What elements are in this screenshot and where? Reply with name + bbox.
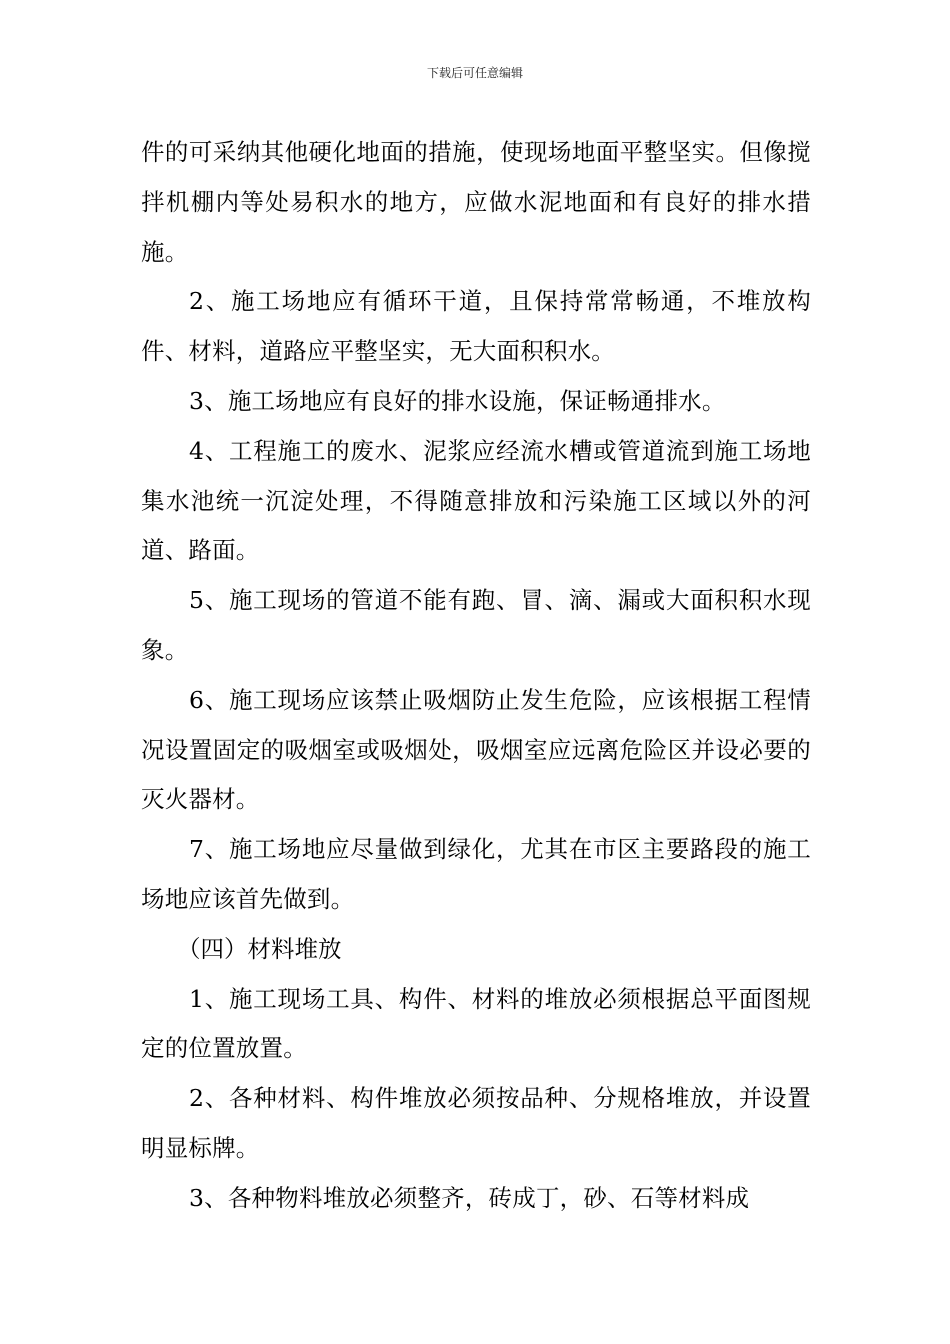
paragraph-item-3: 3、施工场地应有良好的排水设施，保证畅通排水。 [189, 386, 726, 415]
paragraph-item-6: 6、施工现场应该禁止吸烟防止发生危险，应该根据工程情况设置固定的吸烟室或吸烟处，吸烟室应远离危险区并设必要的灭火器材。 [141, 685, 811, 814]
paragraph-material-2: 2、各种材料、构件堆放必须按品种、分规格堆放，并设置明显标牌。 [141, 1084, 811, 1162]
paragraph-material-3: 3、各种物料堆放必须整齐，砖成丁，砂、石等材料成 [189, 1183, 750, 1212]
paragraph-material-1: 1、施工现场工具、构件、材料的堆放必须根据总平面图规定的位置放置。 [141, 984, 811, 1063]
section-heading: （四）材料堆放 [177, 934, 342, 963]
paragraph-item-5: 5、施工现场的管道不能有跑、冒、滴、漏或大面积积水现象。 [141, 586, 811, 664]
paragraph-item-7: 7、施工场地应尽量做到绿化，尤其在市区主要路段的施工场地应该首先做到。 [141, 835, 811, 913]
paragraph-item-2: 2、施工场地应有循环干道，且保持常常畅通，不堆放构件、材料，道路应平整坚实，无大面积积水。 [141, 287, 811, 366]
paragraph-item-4: 4、工程施工的废水、泥浆应经流水槽或管道流到施工场地集水池统一沉淀处理，不得随意排放和污染施工区域以外的河道、路面。 [141, 436, 811, 565]
paragraph-continuation: 件的可采纳其他硬化地面的措施，使现场地面平整坚实。但像搅拌机棚内等处易积水的地方，应做水泥地面和有良好的排水措施。 [141, 138, 811, 266]
page-header: 下载后可任意编辑 [426, 66, 523, 80]
document-body [141, 128, 811, 1224]
